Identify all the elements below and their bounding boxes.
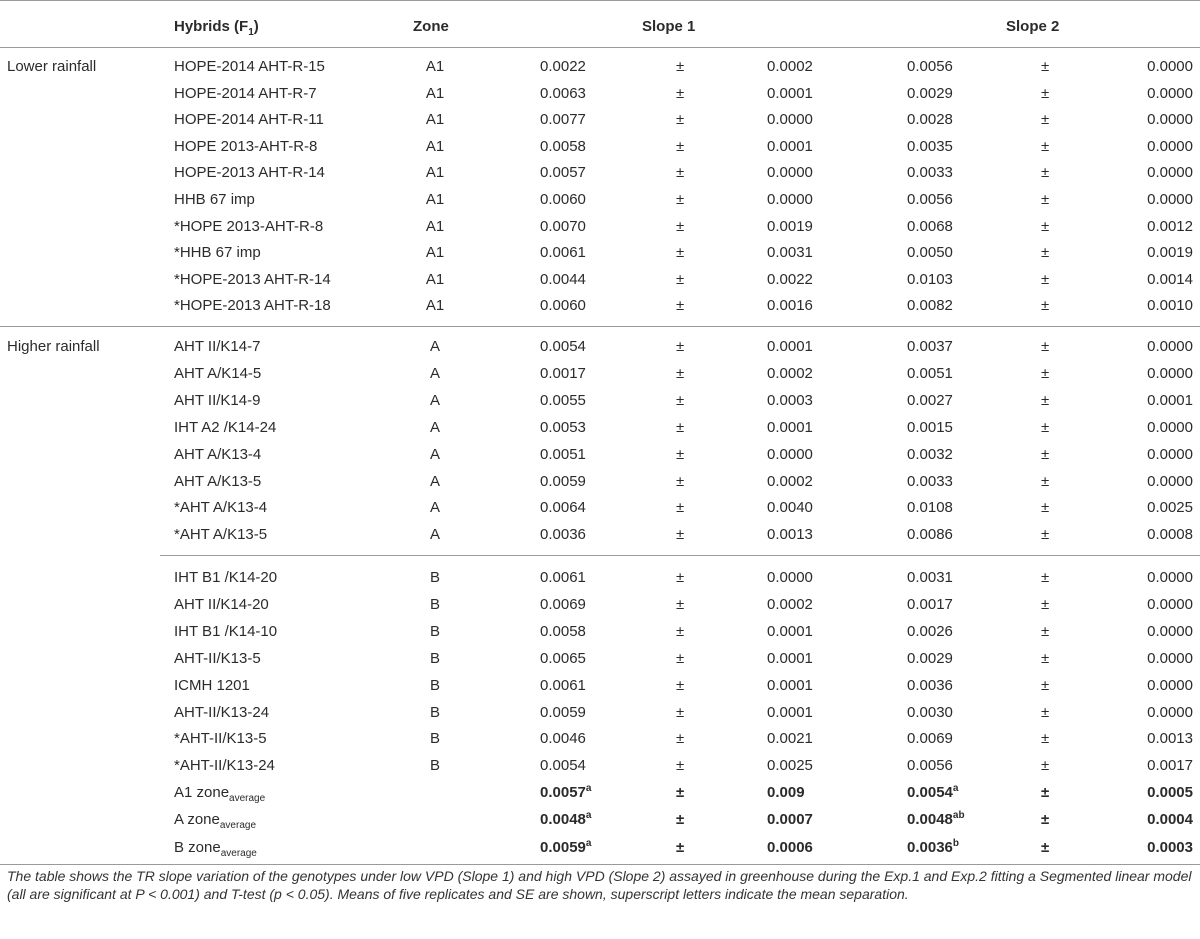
zone-cell: A — [429, 418, 440, 436]
hybrid-name: AHT II/K14-9 — [174, 391, 261, 409]
group-rule — [0, 326, 1200, 327]
zone-cell: B — [429, 730, 440, 748]
hybrid-name: *AHT A/K13-4 — [174, 499, 268, 517]
header-slope2: Slope 2 — [1006, 18, 1060, 35]
header-rule — [0, 47, 1200, 48]
slope1-se: 0.0019 — [767, 217, 813, 235]
slope1-value: 0.0063 — [540, 84, 586, 102]
slope1-pm: ± — [676, 297, 685, 315]
slope2-se: 0.0000 — [1147, 137, 1193, 155]
table-row — [0, 81, 1200, 108]
zone-cell: A1 — [425, 244, 445, 262]
bottom-rule — [0, 864, 1200, 865]
slope2-se: 0.0025 — [1147, 499, 1193, 517]
slope1-value: 0.0061 — [540, 676, 586, 694]
slope1-se: 0.0000 — [767, 164, 813, 182]
hybrid-name: HOPE-2014 AHT-R-15 — [174, 58, 325, 75]
slope2-pm: ± — [1041, 730, 1050, 748]
zone-cell: B — [429, 757, 440, 775]
slope2-se: 0.0000 — [1147, 164, 1193, 182]
hybrid-name: *HOPE 2013-AHT-R-8 — [174, 217, 324, 235]
slope2-pm: ± — [1041, 595, 1050, 613]
hybrid-name: AHT-II/K13-5 — [174, 649, 261, 667]
hybrid-name: AHT II/K14-7 — [174, 338, 261, 355]
slope2-se: 0.0000 — [1147, 58, 1193, 75]
slope1-value: 0.0064 — [540, 499, 586, 517]
slope1-se: 0.0040 — [767, 499, 813, 517]
zone-cell: A1 — [425, 191, 445, 208]
slope1-pm: ± — [676, 730, 685, 748]
slope1-value: 0.0061 — [540, 244, 586, 262]
slope2-value: 0.0108 — [907, 499, 953, 517]
slope2-pm: ± — [1041, 499, 1050, 517]
table-row — [0, 134, 1200, 161]
zone-cell: A — [429, 472, 440, 490]
zone-cell: A — [429, 445, 440, 463]
slope1-value: 0.0060 — [540, 297, 586, 315]
slope2-value: 0.0033 — [907, 164, 953, 182]
hybrid-name: AHT A/K14-5 — [174, 364, 262, 382]
slope1-se: 0.0000 — [767, 191, 813, 208]
slope1-value: 0.0053 — [540, 418, 586, 436]
slope2-pm: ± — [1041, 676, 1050, 694]
slope2-se: 0.0000 — [1147, 338, 1193, 355]
slope2-value: 0.0026 — [907, 622, 953, 640]
slope1-pm: ± — [676, 472, 685, 490]
hybrid-name: *AHT A/K13-5 — [174, 526, 268, 544]
slope2-se: 0.0000 — [1147, 703, 1193, 721]
slope2-pm: ± — [1041, 418, 1050, 436]
zone-cell: A1 — [425, 137, 445, 155]
zone-cell: A — [429, 391, 440, 409]
slope1-pm: ± — [676, 526, 685, 544]
slope1-pm: ± — [676, 137, 685, 155]
slope2-se: 0.0000 — [1147, 595, 1193, 613]
slope1-se: 0.0002 — [767, 472, 813, 490]
zone-cell: A1 — [425, 111, 445, 129]
slope2-value: 0.0050 — [907, 244, 953, 262]
hybrid-name: IHT B1 /K14-10 — [174, 622, 278, 640]
slope2-se: 0.0000 — [1147, 111, 1193, 129]
slope1-pm: ± — [676, 338, 685, 355]
hybrid-name: IHT A2 /K14-24 — [174, 418, 277, 436]
hybrid-name: AHT-II/K13-24 — [174, 703, 270, 721]
slope1-se: 0.0000 — [767, 569, 813, 586]
zone-cell: B — [429, 569, 440, 586]
slope1-pm: ± — [676, 391, 685, 409]
slope1-se: 0.0022 — [767, 270, 813, 288]
zone-cell: A1 — [425, 58, 445, 75]
slope1-value: 0.0054 — [540, 338, 586, 355]
slope1-pm: ± — [676, 649, 685, 667]
slope1-value: 0.0017 — [540, 364, 586, 382]
table-row — [0, 753, 1200, 780]
slope2-value: 0.0056 — [907, 757, 953, 775]
slope2-value: 0.0017 — [907, 595, 953, 613]
slope2-pm: ± — [1041, 270, 1050, 288]
zone-cell: A1 — [425, 217, 445, 235]
table-row — [0, 361, 1200, 388]
slope1-value: 0.0022 — [540, 58, 586, 75]
slope1-average-se: 0.0007 — [767, 811, 813, 829]
slope1-value: 0.0046 — [540, 730, 586, 748]
average-label: A zone$_{average}$ — [174, 811, 257, 832]
slope1-se: 0.0002 — [767, 595, 813, 613]
slope1-se: 0.0001 — [767, 418, 813, 436]
table-row — [0, 293, 1200, 320]
group-label-lower: Lower rainfall — [7, 58, 97, 75]
slope1-value: 0.0069 — [540, 595, 586, 613]
slope2-se: 0.0008 — [1147, 526, 1193, 544]
slope2-value: 0.0082 — [907, 297, 953, 315]
table-row — [0, 334, 1200, 361]
hybrid-name: *AHT-II/K13-5 — [174, 730, 267, 748]
table-row — [0, 442, 1200, 469]
slope1-value: 0.0077 — [540, 111, 586, 129]
slope2-pm: ± — [1041, 137, 1050, 155]
slope2-value: 0.0027 — [907, 391, 953, 409]
slope2-pm: ± — [1041, 338, 1050, 355]
table-row — [0, 619, 1200, 646]
slope1-pm: ± — [676, 58, 685, 75]
header-hybrids: Hybrids $(F_1)$ — [174, 18, 259, 38]
slope2-se: 0.0000 — [1147, 569, 1193, 586]
slope1-average: 0.0057$^a$ — [540, 783, 592, 801]
hybrid-name: *AHT-II/K13-24 — [174, 757, 275, 775]
slope2-se: 0.0001 — [1147, 391, 1193, 409]
hybrid-name: HOPE-2013 AHT-R-14 — [174, 164, 325, 182]
table-row — [0, 240, 1200, 267]
zone-cell: A1 — [425, 84, 445, 102]
hybrid-name: ICMH 1201 — [174, 676, 250, 694]
slope1-pm: ± — [676, 111, 685, 129]
table-row — [0, 54, 1200, 81]
slope2-value: 0.0015 — [907, 418, 953, 436]
slope2-pm: ± — [1041, 217, 1050, 235]
slope1-pm: ± — [676, 811, 685, 829]
slope1-value: 0.0055 — [540, 391, 586, 409]
slope1-value: 0.0044 — [540, 270, 586, 288]
table-row — [0, 673, 1200, 700]
average-row — [0, 780, 1200, 807]
average-row — [0, 807, 1200, 834]
slope2-value: 0.0032 — [907, 445, 953, 463]
slope2-se: 0.0000 — [1147, 191, 1193, 208]
slope1-se: 0.0001 — [767, 84, 813, 102]
slope1-se: 0.0000 — [767, 111, 813, 129]
slope1-value: 0.0059 — [540, 703, 586, 721]
header-slope1: Slope 1 — [642, 18, 696, 35]
slope1-value: 0.0070 — [540, 217, 586, 235]
average-label: B zone$_{average}$ — [174, 838, 257, 859]
table-row — [0, 726, 1200, 753]
slope2-pm: ± — [1041, 111, 1050, 129]
slope2-pm: ± — [1041, 58, 1050, 75]
slope1-pm: ± — [676, 622, 685, 640]
slope2-value: 0.0037 — [907, 338, 953, 355]
slope2-pm: ± — [1041, 445, 1050, 463]
slope1-se: 0.0001 — [767, 338, 813, 355]
subgroup-rule — [160, 555, 1200, 556]
slope2-pm: ± — [1041, 391, 1050, 409]
slope1-pm: ± — [676, 499, 685, 517]
slope2-average: 0.0048$^{ab}$ — [907, 810, 965, 829]
slope1-se: 0.0016 — [767, 297, 813, 315]
table-row — [0, 700, 1200, 727]
slope1-average: 0.0048$^a$ — [540, 810, 592, 829]
slope1-pm: ± — [676, 84, 685, 102]
hybrid-name: *HOPE-2013 AHT-R-14 — [174, 270, 331, 288]
slope2-value: 0.0056 — [907, 58, 953, 75]
slope1-se: 0.0001 — [767, 649, 813, 667]
slope2-pm: ± — [1041, 297, 1050, 315]
zone-cell: B — [429, 703, 440, 721]
hybrid-name: AHT A/K13-5 — [174, 472, 262, 490]
slope2-value: 0.0103 — [907, 270, 953, 288]
slope2-se: 0.0019 — [1147, 244, 1193, 262]
table-footnote: The table shows the TR slope variation of the genotypes under low VPD (Slope 1) and high VPD (Slope 2) assayed in greenhouse during the Exp.1 and Exp.2 fitting a Segmented linear model (all are significant at P < 0.001) and T-test (p < 0.05). Means of five replicates and SE are shown, superscript letters indicate the mean separation. — [7, 868, 1192, 902]
table-row — [0, 187, 1200, 214]
slope2-pm: ± — [1041, 244, 1050, 262]
slope1-pm: ± — [676, 191, 685, 208]
slope1-pm: ± — [676, 445, 685, 463]
slope2-pm: ± — [1041, 569, 1050, 586]
slope1-value: 0.0057 — [540, 164, 586, 182]
slope2-value: 0.0036 — [907, 676, 953, 694]
slope2-value: 0.0030 — [907, 703, 953, 721]
slope2-value: 0.0086 — [907, 526, 953, 544]
slope2-value: 0.0068 — [907, 217, 953, 235]
zone-cell: A — [429, 364, 440, 382]
slope2-value: 0.0028 — [907, 111, 953, 129]
slope2-pm: ± — [1041, 757, 1050, 775]
hybrid-name: *HOPE-2013 AHT-R-18 — [174, 297, 331, 315]
slope2-pm: ± — [1041, 649, 1050, 667]
table-row — [0, 565, 1200, 592]
slope1-se: 0.0000 — [767, 445, 813, 463]
slope2-pm: ± — [1041, 191, 1050, 208]
slope2-se: 0.0000 — [1147, 649, 1193, 667]
slope2-pm: ± — [1041, 703, 1050, 721]
slope2-se: 0.0000 — [1147, 445, 1193, 463]
slope2-se: 0.0000 — [1147, 622, 1193, 640]
table-row — [0, 469, 1200, 496]
group-label-higher: Higher rainfall — [7, 338, 100, 355]
slope1-pm: ± — [676, 164, 685, 182]
slope1-se: 0.0003 — [767, 391, 813, 409]
zone-cell: A1 — [425, 164, 445, 182]
slope2-value: 0.0069 — [907, 730, 953, 748]
hybrid-name: HOPE 2013-AHT-R-8 — [174, 137, 318, 155]
zone-cell: A — [429, 338, 440, 355]
table-row — [0, 107, 1200, 134]
zone-cell: B — [429, 649, 440, 667]
slope2-pm: ± — [1041, 364, 1050, 382]
slope1-se: 0.0025 — [767, 757, 813, 775]
table-row — [0, 160, 1200, 187]
slope1-pm: ± — [676, 676, 685, 694]
slope1-pm: ± — [676, 838, 685, 856]
slope1-average-se: 0.0006 — [767, 838, 813, 856]
slope2-pm: ± — [1041, 838, 1050, 856]
slope2-average-se: 0.0003 — [1147, 838, 1193, 856]
slope1-se: 0.0013 — [767, 526, 813, 544]
average-label: A1 zone$_{average}$ — [174, 784, 266, 804]
slope1-average-se: 0.009 — [767, 784, 805, 801]
table-row — [0, 495, 1200, 522]
table-row — [0, 267, 1200, 294]
hybrid-name: *HHB 67 imp — [174, 244, 261, 262]
slope2-average: 0.0036$^b$ — [907, 837, 959, 856]
zone-cell: A — [429, 526, 440, 544]
slope1-value: 0.0059 — [540, 472, 586, 490]
slope2-se: 0.0017 — [1147, 757, 1193, 775]
slope1-value: 0.0058 — [540, 622, 586, 640]
slope2-se: 0.0000 — [1147, 364, 1193, 382]
slope1-value: 0.0054 — [540, 757, 586, 775]
slope1-average: 0.0059$^a$ — [540, 837, 592, 856]
slope2-pm: ± — [1041, 811, 1050, 829]
slope2-se: 0.0000 — [1147, 472, 1193, 490]
table-row — [0, 388, 1200, 415]
slope1-pm: ± — [676, 244, 685, 262]
slope2-value: 0.0029 — [907, 84, 953, 102]
hybrid-name: AHT II/K14-20 — [174, 595, 269, 613]
slope1-se: 0.0021 — [767, 730, 813, 748]
slope1-se: 0.0002 — [767, 364, 813, 382]
zone-cell: A1 — [425, 270, 445, 288]
slope2-pm: ± — [1041, 84, 1050, 102]
slope1-value: 0.0065 — [540, 649, 586, 667]
slope2-pm: ± — [1041, 164, 1050, 182]
slope2-value: 0.0035 — [907, 137, 953, 155]
slope2-se: 0.0014 — [1147, 270, 1193, 288]
slope1-se: 0.0001 — [767, 703, 813, 721]
slope2-pm: ± — [1041, 526, 1050, 544]
hybrid-name: HOPE-2014 AHT-R-11 — [174, 111, 324, 129]
slope2-average: 0.0054$^a$ — [907, 783, 959, 801]
slope2-se: 0.0000 — [1147, 676, 1193, 694]
slope1-pm: ± — [676, 595, 685, 613]
zone-cell: A — [429, 499, 440, 517]
slope1-pm: ± — [676, 270, 685, 288]
zone-cell: B — [429, 595, 440, 613]
slope1-value: 0.0036 — [540, 526, 586, 544]
slope2-value: 0.0029 — [907, 649, 953, 667]
table-row — [0, 592, 1200, 619]
slope2-se: 0.0000 — [1147, 84, 1193, 102]
average-row — [0, 835, 1200, 862]
slope2-value: 0.0031 — [907, 569, 953, 586]
slope1-value: 0.0058 — [540, 137, 586, 155]
slope2-average-se: 0.0004 — [1147, 811, 1193, 829]
zone-cell: B — [429, 622, 440, 640]
slope1-value: 0.0060 — [540, 191, 586, 208]
slope1-value: 0.0051 — [540, 445, 586, 463]
hybrid-name: HHB 67 imp — [174, 191, 255, 208]
hybrid-name: IHT B1 /K14-20 — [174, 569, 278, 586]
hybrid-name: AHT A/K13-4 — [174, 445, 262, 463]
slope1-pm: ± — [676, 364, 685, 382]
slope1-pm: ± — [676, 418, 685, 436]
slope1-value: 0.0061 — [540, 569, 586, 586]
slope2-se: 0.0000 — [1147, 418, 1193, 436]
slope2-value: 0.0051 — [907, 364, 953, 382]
zone-cell: A1 — [425, 297, 445, 315]
slope1-pm: ± — [676, 217, 685, 235]
slope2-value: 0.0033 — [907, 472, 953, 490]
slope2-average-se: 0.0005 — [1147, 784, 1193, 801]
slope1-pm: ± — [676, 784, 685, 801]
slope2-pm: ± — [1041, 784, 1050, 801]
table-row — [0, 646, 1200, 673]
header-zone: Zone — [413, 18, 449, 35]
slope1-pm: ± — [676, 703, 685, 721]
table-row — [0, 214, 1200, 241]
slope2-se: 0.0010 — [1147, 297, 1193, 315]
slope1-se: 0.0001 — [767, 622, 813, 640]
slope1-se: 0.0031 — [767, 244, 813, 262]
hybrid-name: HOPE-2014 AHT-R-7 — [174, 84, 317, 102]
slope1-pm: ± — [676, 757, 685, 775]
table-row — [0, 415, 1200, 442]
slope1-se: 0.0001 — [767, 137, 813, 155]
zone-cell: B — [429, 676, 440, 694]
slope2-pm: ± — [1041, 622, 1050, 640]
slope2-se: 0.0012 — [1147, 217, 1193, 235]
slope1-pm: ± — [676, 569, 685, 586]
slope2-se: 0.0013 — [1147, 730, 1193, 748]
slope2-pm: ± — [1041, 472, 1050, 490]
slope2-value: 0.0056 — [907, 191, 953, 208]
table-row — [0, 522, 1200, 549]
slope1-se: 0.0002 — [767, 58, 813, 75]
slope1-se: 0.0001 — [767, 676, 813, 694]
